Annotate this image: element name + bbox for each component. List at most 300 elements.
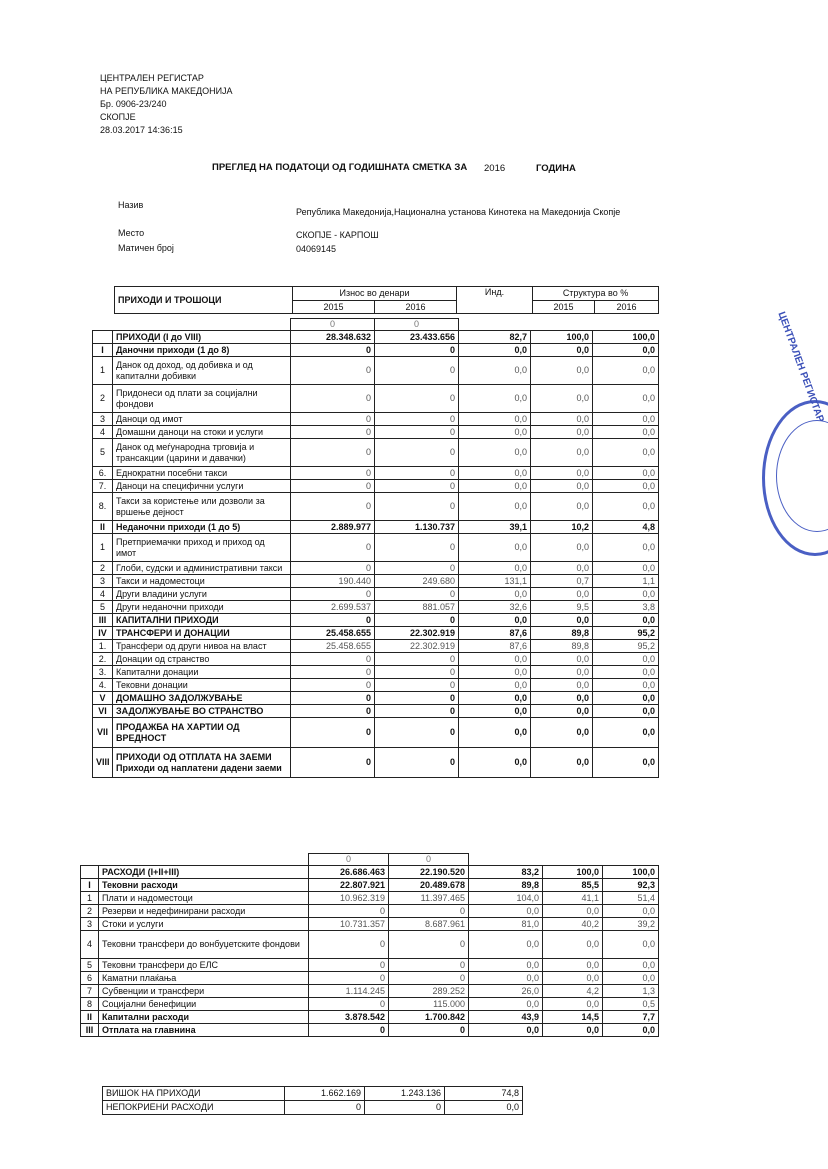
row-number: 5 xyxy=(81,959,99,972)
index-value: 74,8 xyxy=(445,1087,523,1101)
row-number xyxy=(81,866,99,879)
table-row xyxy=(93,692,659,705)
amount-2016: 0 xyxy=(375,692,459,705)
amount-2016: 0 xyxy=(365,1101,445,1115)
amount-2015: 0 xyxy=(291,319,375,331)
amount-2015: 10.731.357 xyxy=(309,918,389,931)
table-row xyxy=(93,666,659,679)
index-value: 0,0 xyxy=(459,718,531,748)
structure-2015: 0,0 xyxy=(531,692,593,705)
index-value: 32,6 xyxy=(459,601,531,614)
amount-2016: 0 xyxy=(375,493,459,521)
table-row xyxy=(93,493,659,521)
table-row xyxy=(93,439,659,467)
row-label: Еднократни посебни такси xyxy=(113,467,291,480)
table-row xyxy=(93,679,659,692)
structure-2015: 89,8 xyxy=(531,640,593,653)
row-label: Глоби, судски и административни такси xyxy=(113,562,291,575)
index-value: 87,6 xyxy=(459,640,531,653)
structure-2016: 3,8 xyxy=(593,601,659,614)
amount-2015: 0 xyxy=(291,748,375,778)
row-number: 3 xyxy=(81,918,99,931)
structure-2015-header: 2015 xyxy=(533,301,595,314)
table-row xyxy=(81,1024,659,1037)
expense-table xyxy=(80,853,659,1037)
amount-2015: 0 xyxy=(291,426,375,439)
structure-2016: 0,0 xyxy=(593,426,659,439)
index-value: 0,0 xyxy=(459,653,531,666)
table-row xyxy=(93,718,659,748)
structure-2015: 100,0 xyxy=(531,331,593,344)
index-value: 0,0 xyxy=(469,998,543,1011)
structure-2015: 0,0 xyxy=(531,679,593,692)
page-title: ПРЕГЛЕД НА ПОДАТОЦИ ОД ГОДИШНАТА СМЕТКА ЗА xyxy=(212,162,468,173)
structure-2015: 0,0 xyxy=(531,493,593,521)
row-label: Други владини услуги xyxy=(113,588,291,601)
structure-2015: 0,0 xyxy=(531,413,593,426)
amount-2016: 115.000 xyxy=(389,998,469,1011)
amount-2016: 1.130.737 xyxy=(375,521,459,534)
amount-2015: 0 xyxy=(291,653,375,666)
amount-2016: 23.433.656 xyxy=(375,331,459,344)
index-value: 83,2 xyxy=(469,866,543,879)
row-label: Тековни донации xyxy=(113,679,291,692)
amount-2015: 0 xyxy=(291,344,375,357)
amount-2016: 249.680 xyxy=(375,575,459,588)
amount-2016: 22.302.919 xyxy=(375,627,459,640)
amount-2016: 0 xyxy=(375,562,459,575)
index-value: 87,6 xyxy=(459,627,531,640)
structure-2015 xyxy=(543,854,603,866)
index-value: 0,0 xyxy=(459,562,531,575)
amount-2016: 0 xyxy=(389,959,469,972)
row-number: 7 xyxy=(81,985,99,998)
structure-2015: 100,0 xyxy=(543,866,603,879)
table-row xyxy=(81,905,659,918)
index-value: 0,0 xyxy=(445,1101,523,1115)
structure-2016: 0,0 xyxy=(593,718,659,748)
index-value: 0,0 xyxy=(459,467,531,480)
structure-2016: 7,7 xyxy=(603,1011,659,1024)
structure-2015: 0,0 xyxy=(543,959,603,972)
structure-2016: 0,0 xyxy=(593,493,659,521)
name-label: Назив xyxy=(118,200,144,210)
index-value: 0,0 xyxy=(459,679,531,692)
summary-table xyxy=(102,1086,523,1115)
row-number: 6. xyxy=(93,467,113,480)
index-value: 0,0 xyxy=(459,385,531,413)
table-row xyxy=(93,467,659,480)
table-row xyxy=(81,1011,659,1024)
row-label: Трансфери од други нивоа на власт xyxy=(113,640,291,653)
structure-2016: 4,8 xyxy=(593,521,659,534)
index-value: 0,0 xyxy=(459,413,531,426)
index-value: 0,0 xyxy=(469,1024,543,1037)
index-value: 0,0 xyxy=(459,588,531,601)
amount-2016: 881.057 xyxy=(375,601,459,614)
index-value: 0,0 xyxy=(469,959,543,972)
amount-2016: 0 xyxy=(375,666,459,679)
table-row xyxy=(93,601,659,614)
header-line-2: НА РЕПУБЛИКА МАКЕДОНИЈА xyxy=(100,86,233,96)
row-number: 1 xyxy=(93,357,113,385)
title-suffix: ГОДИНА xyxy=(536,163,576,174)
amount-2016: 22.302.919 xyxy=(375,640,459,653)
amount-2016: 0 xyxy=(389,1024,469,1037)
structure-2016: 95,2 xyxy=(593,627,659,640)
structure-2015: 0,0 xyxy=(531,357,593,385)
row-number: 1 xyxy=(93,534,113,562)
row-number xyxy=(93,331,113,344)
table-row xyxy=(81,854,659,866)
index-value: 89,8 xyxy=(469,879,543,892)
amount-2016: 0 xyxy=(375,534,459,562)
row-label: Данок од доход, од добивка и од капитални добивки xyxy=(113,357,291,385)
structure-2016: 0,0 xyxy=(593,344,659,357)
row-number: 6 xyxy=(81,972,99,985)
table-row xyxy=(93,562,659,575)
amount-2016: 0 xyxy=(375,748,459,778)
row-number: 4 xyxy=(93,588,113,601)
row-number: II xyxy=(93,521,113,534)
amount-2015: 0 xyxy=(291,534,375,562)
amount-2016: 0 xyxy=(375,588,459,601)
row-label: Социјални бенефиции xyxy=(99,998,309,1011)
structure-header: Структура во % xyxy=(533,287,659,301)
income-table-body xyxy=(93,319,659,778)
index-value: 131,1 xyxy=(459,575,531,588)
amount-2016: 0 xyxy=(375,385,459,413)
place-value: СКОПЈЕ - КАРПОШ xyxy=(296,230,379,240)
row-label: Стоки и услуги xyxy=(99,918,309,931)
amount-header: Износ во денари xyxy=(293,287,457,301)
amount-2015: 0 xyxy=(309,959,389,972)
table-row xyxy=(103,1087,523,1101)
amount-2016: 0 xyxy=(375,480,459,493)
structure-2015: 0,0 xyxy=(531,653,593,666)
amount-2015: 26.686.463 xyxy=(309,866,389,879)
amount-2015: 1.114.245 xyxy=(309,985,389,998)
row-label: Резерви и недефинирани расходи xyxy=(99,905,309,918)
amount-2015: 28.348.632 xyxy=(291,331,375,344)
amount-2016: 0 xyxy=(389,972,469,985)
table-row xyxy=(93,614,659,627)
structure-2016: 0,0 xyxy=(593,439,659,467)
amount-2015: 0 xyxy=(291,718,375,748)
table-row xyxy=(93,480,659,493)
row-number: I xyxy=(81,879,99,892)
row-label: Данок од меѓународна трговија и трансакции (царини и давачки) xyxy=(113,439,291,467)
table-row xyxy=(81,918,659,931)
row-number: 3 xyxy=(93,575,113,588)
row-label: ПРИХОДИ (I до VIII) xyxy=(113,331,291,344)
index-value: 39,1 xyxy=(459,521,531,534)
row-number: 4. xyxy=(93,679,113,692)
row-label: КАПИТАЛНИ ПРИХОДИ xyxy=(113,614,291,627)
amount-2016: 0 xyxy=(375,653,459,666)
row-label: ТРАНСФЕРИ И ДОНАЦИИ xyxy=(113,627,291,640)
row-number: III xyxy=(93,614,113,627)
amount-2016: 22.190.520 xyxy=(389,866,469,879)
table-row xyxy=(81,972,659,985)
row-number: III xyxy=(81,1024,99,1037)
amount-2016: 0 xyxy=(375,705,459,718)
row-label: Донации од странство xyxy=(113,653,291,666)
amount-2016: 0 xyxy=(375,439,459,467)
header-line-5: 28.03.2017 14:36:15 xyxy=(100,125,183,135)
structure-2015: 40,2 xyxy=(543,918,603,931)
amount-2015: 25.458.655 xyxy=(291,640,375,653)
structure-2016: 0,0 xyxy=(603,931,659,959)
row-number: 2 xyxy=(93,385,113,413)
index-value: 82,7 xyxy=(459,331,531,344)
index-value: 0,0 xyxy=(459,534,531,562)
row-label xyxy=(113,319,291,331)
amount-2015: 0 xyxy=(291,357,375,385)
header-line-1: ЦЕНТРАЛЕН РЕГИСТАР xyxy=(100,73,204,83)
structure-2016: 0,0 xyxy=(593,467,659,480)
structure-2016: 0,0 xyxy=(593,679,659,692)
table-row xyxy=(93,588,659,601)
header-line-3: Бр. 0906-23/240 xyxy=(100,99,167,109)
row-number: 5 xyxy=(93,439,113,467)
amount-2015: 25.458.655 xyxy=(291,627,375,640)
amount-2015: 10.962.319 xyxy=(309,892,389,905)
amount-2015: 0 xyxy=(309,905,389,918)
table-row xyxy=(93,705,659,718)
amount-2016: 0 xyxy=(375,319,459,331)
row-label: Тековни трансфери до вонбуџетските фондови xyxy=(99,931,309,959)
structure-2016: 0,0 xyxy=(593,614,659,627)
row-label: Други неданочни приходи xyxy=(113,601,291,614)
index-value: 0,0 xyxy=(459,357,531,385)
structure-2016: 39,2 xyxy=(603,918,659,931)
row-number: 8 xyxy=(81,998,99,1011)
index-value: 0,0 xyxy=(459,439,531,467)
amount-2016: 0 xyxy=(375,344,459,357)
structure-2016: 0,0 xyxy=(593,692,659,705)
row-label: Отплата на главнина xyxy=(99,1024,309,1037)
row-label: РАСХОДИ (I+II+III) xyxy=(99,866,309,879)
amount-2015: 0 xyxy=(291,467,375,480)
table-row xyxy=(81,892,659,905)
row-label: Субвенции и трансфери xyxy=(99,985,309,998)
structure-2016: 0,0 xyxy=(593,480,659,493)
table-row xyxy=(93,413,659,426)
index-value: 0,0 xyxy=(459,614,531,627)
structure-2016: 0,0 xyxy=(593,666,659,679)
structure-2015: 0,0 xyxy=(531,344,593,357)
structure-2016 xyxy=(593,319,659,331)
structure-2016: 0,0 xyxy=(593,748,659,778)
structure-2015: 0,0 xyxy=(543,972,603,985)
structure-2015: 0,0 xyxy=(531,439,593,467)
table-row xyxy=(93,385,659,413)
row-label: Даноци на специфични услуги xyxy=(113,480,291,493)
table-row xyxy=(93,653,659,666)
index-value: 43,9 xyxy=(469,1011,543,1024)
amount-2015: 0 xyxy=(291,385,375,413)
row-label: Домашни даноци на стоки и услуги xyxy=(113,426,291,439)
row-number: 2 xyxy=(93,562,113,575)
registry-stamp-text: ЦЕНТРАЛЕН РЕГИСТАР xyxy=(775,310,826,424)
table-row xyxy=(103,1101,523,1115)
table-row xyxy=(93,521,659,534)
structure-2016: 92,3 xyxy=(603,879,659,892)
amount-2016: 1.243.136 xyxy=(365,1087,445,1101)
row-label: Такси за користење или дозволи за вршење дејност xyxy=(113,493,291,521)
row-label: Капитални расходи xyxy=(99,1011,309,1024)
amount-2015: 190.440 xyxy=(291,575,375,588)
row-number: 1 xyxy=(81,892,99,905)
structure-2015: 41,1 xyxy=(543,892,603,905)
amount-2015: 0 xyxy=(309,1024,389,1037)
row-number: VI xyxy=(93,705,113,718)
structure-2015: 0,0 xyxy=(543,1024,603,1037)
index-value: 26,0 xyxy=(469,985,543,998)
structure-2016: 0,0 xyxy=(593,385,659,413)
table-row xyxy=(81,879,659,892)
structure-2016: 0,0 xyxy=(593,357,659,385)
table-row xyxy=(93,426,659,439)
row-number xyxy=(93,319,113,331)
table-row xyxy=(81,985,659,998)
structure-2015: 0,0 xyxy=(543,998,603,1011)
amount-2016: 0 xyxy=(389,931,469,959)
structure-2016: 0,0 xyxy=(593,413,659,426)
amount-2015: 0 xyxy=(291,692,375,705)
row-number: I xyxy=(93,344,113,357)
structure-2015: 85,5 xyxy=(543,879,603,892)
index-value: 0,0 xyxy=(469,972,543,985)
row-label: Неданочни приходи (1 до 5) xyxy=(113,521,291,534)
row-label: Плати и надоместоци xyxy=(99,892,309,905)
structure-2016: 0,5 xyxy=(603,998,659,1011)
name-value: Република Македонија,Национална установа Кинотека на Македонија Скопје xyxy=(296,207,621,217)
index-value: 0,0 xyxy=(469,931,543,959)
index-value: 0,0 xyxy=(459,748,531,778)
expense-table-body xyxy=(81,854,659,1037)
structure-2016: 0,0 xyxy=(593,588,659,601)
table-row xyxy=(93,357,659,385)
row-number: VIII xyxy=(93,748,113,778)
amount-2016: 0 xyxy=(375,614,459,627)
row-label: Даночни приходи (1 до 8) xyxy=(113,344,291,357)
row-number: 5 xyxy=(93,601,113,614)
structure-2016: 0,0 xyxy=(603,972,659,985)
row-number: 3 xyxy=(93,413,113,426)
structure-2015: 0,0 xyxy=(531,614,593,627)
structure-2015: 0,0 xyxy=(531,467,593,480)
row-label: ВИШОК НА ПРИХОДИ xyxy=(103,1087,285,1101)
structure-2016: 0,0 xyxy=(603,905,659,918)
row-number: V xyxy=(93,692,113,705)
amount-2015-header: 2015 xyxy=(293,301,375,314)
structure-2016: 100,0 xyxy=(593,331,659,344)
summary-table-body xyxy=(103,1087,523,1115)
index-value: 0,0 xyxy=(459,493,531,521)
index-value: 0,0 xyxy=(459,692,531,705)
index-value: 0,0 xyxy=(469,905,543,918)
row-label: Претприемачки приход и приход од имот xyxy=(113,534,291,562)
row-number: 8. xyxy=(93,493,113,521)
index-value: 0,0 xyxy=(459,344,531,357)
row-number: VII xyxy=(93,718,113,748)
table-row xyxy=(81,931,659,959)
row-label: Капитални донации xyxy=(113,666,291,679)
structure-2015 xyxy=(531,319,593,331)
amount-2016: 0 xyxy=(375,426,459,439)
id-label: Матичен број xyxy=(118,243,174,253)
amount-2015: 0 xyxy=(291,705,375,718)
table-row xyxy=(93,534,659,562)
row-label: Даноци од имот xyxy=(113,413,291,426)
structure-2016-header: 2016 xyxy=(595,301,659,314)
structure-2015: 0,0 xyxy=(531,588,593,601)
structure-2015: 10,2 xyxy=(531,521,593,534)
structure-2016: 0,0 xyxy=(593,653,659,666)
structure-2015: 0,0 xyxy=(531,718,593,748)
structure-2016: 0,0 xyxy=(603,959,659,972)
structure-2015: 0,0 xyxy=(543,931,603,959)
structure-2015: 9,5 xyxy=(531,601,593,614)
header-line-4: СКОПЈЕ xyxy=(100,112,136,122)
amount-2015: 0 xyxy=(309,931,389,959)
amount-2015: 0 xyxy=(285,1101,365,1115)
row-number: 4 xyxy=(93,426,113,439)
amount-2016-header: 2016 xyxy=(375,301,457,314)
structure-2016 xyxy=(603,854,659,866)
structure-2015: 14,5 xyxy=(543,1011,603,1024)
amount-2016: 0 xyxy=(389,905,469,918)
amount-2015: 0 xyxy=(291,666,375,679)
row-label: Каматни плаќања xyxy=(99,972,309,985)
amount-2015: 0 xyxy=(291,439,375,467)
table-row xyxy=(93,344,659,357)
amount-2016: 289.252 xyxy=(389,985,469,998)
row-number: 2. xyxy=(93,653,113,666)
amount-2015: 0 xyxy=(291,679,375,692)
amount-2015: 2.699.537 xyxy=(291,601,375,614)
row-label: Тековни расходи xyxy=(99,879,309,892)
amount-2016: 0 xyxy=(375,413,459,426)
row-label: Придонеси од плати за социјални фондови xyxy=(113,385,291,413)
amount-2015: 0 xyxy=(309,972,389,985)
structure-2016: 51,4 xyxy=(603,892,659,905)
table-row xyxy=(93,748,659,778)
structure-2015: 0,0 xyxy=(531,385,593,413)
structure-2015: 0,7 xyxy=(531,575,593,588)
amount-2016: 0 xyxy=(375,467,459,480)
income-table xyxy=(92,318,659,778)
amount-2015: 0 xyxy=(291,614,375,627)
amount-2015: 0 xyxy=(309,998,389,1011)
amount-2016: 20.489.678 xyxy=(389,879,469,892)
table-row xyxy=(93,319,659,331)
table-row xyxy=(93,627,659,640)
registry-header xyxy=(100,72,233,137)
row-label: ДОМАШНО ЗАДОЛЖУВАЊЕ xyxy=(113,692,291,705)
structure-2016: 1,3 xyxy=(603,985,659,998)
structure-2015: 0,0 xyxy=(531,705,593,718)
structure-2015: 0,0 xyxy=(531,534,593,562)
place-label: Место xyxy=(118,228,145,238)
table-row xyxy=(93,575,659,588)
row-label: НЕПОКРИЕНИ РАСХОДИ xyxy=(103,1101,285,1115)
row-label: Тековни трансфери до ЕЛС xyxy=(99,959,309,972)
row-number: 2 xyxy=(81,905,99,918)
row-number xyxy=(81,854,99,866)
